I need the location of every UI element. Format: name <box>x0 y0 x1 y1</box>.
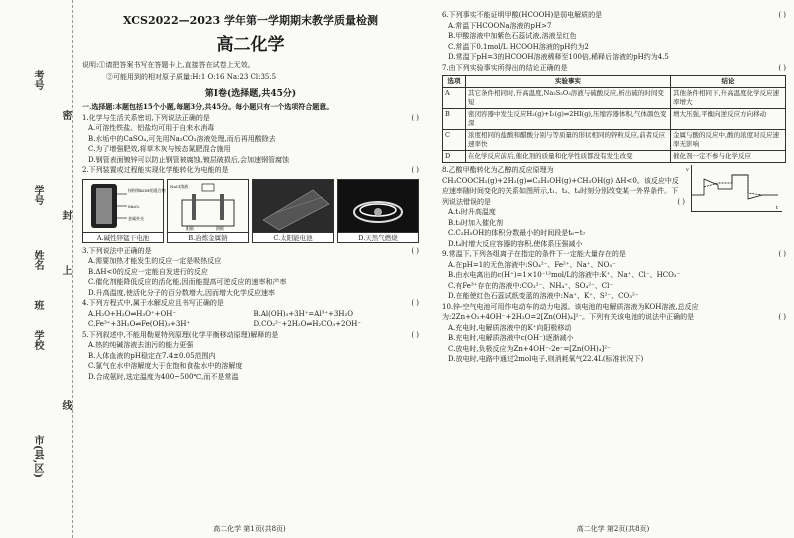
q5-option-a: A.热的纯碱溶液去油污的能力更强 <box>88 341 194 349</box>
table-row: D 在化学反应前后,催化剂的质量和化学性质都没有发生改变 催化剂一定不参与化学反应 <box>443 151 786 163</box>
q1-option-a: A.可溶性铁盐、铝盐均可用于自来水消毒 <box>88 124 215 132</box>
q8-option-c: C.C₂H₅OH的体积分数最小的时间段是t₆~t₇ <box>448 229 586 237</box>
binding-mark-mi: 密 <box>60 110 71 120</box>
q1-option-b: B.水垢中的CaSO₄,可先用Na₂CO₃溶液处理,而后再用酸除去 <box>88 134 276 143</box>
svg-text:MnO₂: MnO₂ <box>128 203 140 209</box>
page-1 <box>72 0 427 538</box>
q1-option-d: D.钢管表面镀锌可以防止钢管被腐蚀,镀层破损后,会加速钢管腐蚀 <box>88 155 290 164</box>
caption-b: B.冶炼金属钠 <box>168 232 248 242</box>
q1-option-c: C.为了增强肥效,将草木灰与铵态氮肥混合施用 <box>88 145 231 153</box>
svg-text:金属外壳: 金属外壳 <box>128 215 144 221</box>
question-10: 10.锌-空气电池可用作电动车的动力电源。该电池的电解质溶液为KOH溶液,总反应为:2Zn+O₂+4OH⁻+2H₂O=2[Zn(OH)₄]²⁻。下列有关该电池的说法中正确的是 ( ) <box>442 302 786 321</box>
question-2: 2.下列装置或过程能实现化学能转化为电能的是 ( ) <box>82 166 419 174</box>
q3-option-d: D.升高温度,使活化分子的百分数增大,因而增大化学反应速率 <box>88 288 276 297</box>
caption-d: D.天然气燃烧 <box>338 232 418 242</box>
gas-flame-figure <box>337 179 419 243</box>
q6-option-d: D.常温下pH=3的HCOOH溶液稀释至100倍,稀释后溶液的pH约为4.5 <box>448 53 669 61</box>
binding-mark-up: 上 <box>60 265 71 275</box>
q10-option-a: A.充电时,电解质溶液中的K⁺向阳极移动 <box>448 323 572 332</box>
q5-option-c: C.氯气在水中溶解度大于在饱和食盐水中的溶解度 <box>88 362 243 370</box>
q3-option-c: C.催化剂能降低反应的活化能,因而能提高可逆反应的速率和产率 <box>88 278 287 286</box>
svg-text:阴极: 阴极 <box>216 225 224 231</box>
svg-text:v: v <box>686 167 689 173</box>
q7-header-conclusion: 结论 <box>671 76 786 88</box>
binding-label-city: 市(县,区) <box>32 435 43 478</box>
q3-option-b: B.ΔH<0的反应一定能自发进行的反应 <box>88 267 208 276</box>
q7-header-option: 选项 <box>443 76 466 88</box>
q10-option-d: D.放电时,电路中通过2mol电子,则消耗氧气22.4L(标准状况下) <box>448 355 644 363</box>
question-3: 3.下列说法中正确的是 ( ) <box>82 246 419 255</box>
caption-a: A.碱性锌锰干电池 <box>83 232 163 242</box>
section-title: 第Ⅰ卷(选择题,共45分) <box>204 89 297 99</box>
q3-option-a: A.需要加热才能发生的反应一定是吸热反应 <box>88 257 222 265</box>
q7-table <box>442 75 786 163</box>
binding-label-exam-no: 考号 <box>32 70 43 90</box>
question-1: 1.化学与生活关系密切,下列说法正确的是 ( ) <box>82 113 419 122</box>
q5-option-b: B.人体血液的pH稳定在7.4±0.05范围内 <box>88 351 216 360</box>
q6-option-b: B.甲酸溶液中加紫色石蕊试液,溶液呈红色 <box>448 32 577 40</box>
binding-label-name: 姓名 <box>32 250 43 270</box>
table-row: A 其它条件相同时,升高温度,Na₂S₂O₃溶液与硫酸反应,析出硫的时间变短 其他条件相同下,升高温度化学反应速率增大 <box>443 88 786 109</box>
caption-c: C.太阳能电池 <box>253 232 333 242</box>
subject-title: 高二化学 <box>216 35 285 55</box>
page-1-footer: 高二化学 第1页(共8页) <box>213 525 286 533</box>
q8-option-a: A.t₁时升高温度 <box>448 208 496 216</box>
binding-mark-feng: 封 <box>60 210 71 220</box>
question-6: 6.下列事实不能证明甲酸(HCOOH)是弱电解质的是 ( ) <box>442 11 786 19</box>
question-4: 4.下列方程式中,属于水解反应且书写正确的是 ( ) <box>82 299 419 307</box>
binding-label-class: 班 <box>32 300 43 310</box>
q6-option-c: C.常温下0.1mol/L HCOOH溶液的pH约为2 <box>448 42 589 51</box>
page-2 <box>432 0 794 538</box>
q7-header-fact: 实验事实 <box>466 76 671 88</box>
q8-option-b: B.t₃时加入催化剂 <box>448 218 503 227</box>
q9-option-d: D.在能使红色石蕊试纸变蓝的溶液中:Na⁺、K⁺、S²⁻、CO₃²⁻ <box>448 292 639 300</box>
electrolysis-figure <box>167 179 249 243</box>
q2-figures <box>82 179 419 243</box>
binding-label-student-no: 学号 <box>32 185 43 205</box>
question-9: 9.常温下,下列各组离子在指定的条件下一定能大量存在的是 ( ) <box>442 250 786 258</box>
table-row: B 密闭容器中发生反应H₂(g)+I₂(g)⇌2HI(g),压缩容器体积,气体颜色变深 增大压强,平衡向逆反应方向移动 <box>443 109 786 130</box>
page-2-footer: 高二化学 第2页(共8页) <box>576 525 650 533</box>
q10-option-c: C.放电时,负极反应为Zn+4OH⁻-2e⁻=[Zn(OH)₄]²⁻ <box>448 344 611 353</box>
question-7: 7.由下列实验事实所得出的结论正确的是 ( ) <box>442 63 786 72</box>
section-intro: 一.选择题:本题包括15个小题,每题3分,共45分。每小题只有一个选项符合题意。 <box>82 102 334 111</box>
svg-text:锌粉和KOH的混合物: 锌粉和KOH的混合物 <box>128 187 166 193</box>
question-5: 5.下列叙述中,不能用勒夏特列原理(化学平衡移动原理)解释的是 ( ) <box>82 330 419 339</box>
rate-time-graph <box>686 165 782 212</box>
svg-text:阳极: 阳极 <box>186 225 194 231</box>
question-8: v t 8.乙酸甲酯转化为乙醇的反应原理为CH₃COOCH₃(g)+2H₂(g)⇌C₂H₅OH(g)+CH₃OH(g) ΔH<0。该反应中反应速率随时间变化的关系如图所示,t₁、t₃、t₄时刻分别改变某一外界条件。下列说法错误的是 ( ) <box>442 165 786 207</box>
battery-figure <box>82 179 164 243</box>
instruction-2: ②可能用到的相对原子质量:H:1 O:16 Na:23 Cl:35.5 <box>106 73 277 81</box>
q8-option-d: D.t₄时增大反应容器的容积,使体系压强减小 <box>448 239 583 248</box>
binding-label-school: 学校 <box>32 330 43 350</box>
solar-panel-figure <box>252 179 334 243</box>
binding-mark-xian: 线 <box>60 400 71 410</box>
svg-text:t: t <box>776 205 779 211</box>
q10-option-b: B.充电时,电解质溶液中c(OH⁻)逐渐减小 <box>448 334 574 342</box>
instruction-1: 说明:①请把答案书写在答题卡上,直接答在试卷上无效。 <box>82 61 255 69</box>
q4-options-row2: C.Fe³⁺+3H₂O⇌Fe(OH)₃+3H⁺ D.CO₃²⁻+2H₂O⇌H₂CO₃+2OH⁻ <box>88 320 361 328</box>
q9-option-b: B.由水电离出的c(H⁺)=1×10⁻¹²mol/L的溶液中:K⁺、Na⁺、Cl⁻、HCO₃⁻ <box>448 271 681 279</box>
exam-title: XCS2022—2023 学年第一学期期末教学质量检测 <box>122 14 379 27</box>
q4-options-row1: A.H₂O+H₂O⇌H₃O⁺+OH⁻ B.Al(OH)₃+3H⁺=Al³⁺+3H₂O <box>88 309 354 318</box>
binding-strip <box>0 0 73 538</box>
svg-text:NaCl溶液: NaCl溶液 <box>170 183 189 189</box>
q9-option-c: C.有Fe³⁺存在的溶液中:CO₃²⁻、NH₄⁺、SO₄²⁻、Cl⁻ <box>448 281 614 290</box>
table-row: C 浓度相同的盐酸和醋酸分别与等质量的形状相同的锌粒反应,前者反应速率快 金属与酸的反应中,酸的浓度对反应速率无影响 <box>443 130 786 151</box>
q6-option-a: A.常温下HCOONa溶液的pH>7 <box>448 21 552 30</box>
q9-option-a: A.在pH=1的无色溶液中:SO₄²⁻、Fe²⁺、Na⁺、NO₃⁻ <box>448 260 616 269</box>
q5-option-d: D.合成氨时,选定温度为400~500℃,而不是常温 <box>88 372 239 381</box>
